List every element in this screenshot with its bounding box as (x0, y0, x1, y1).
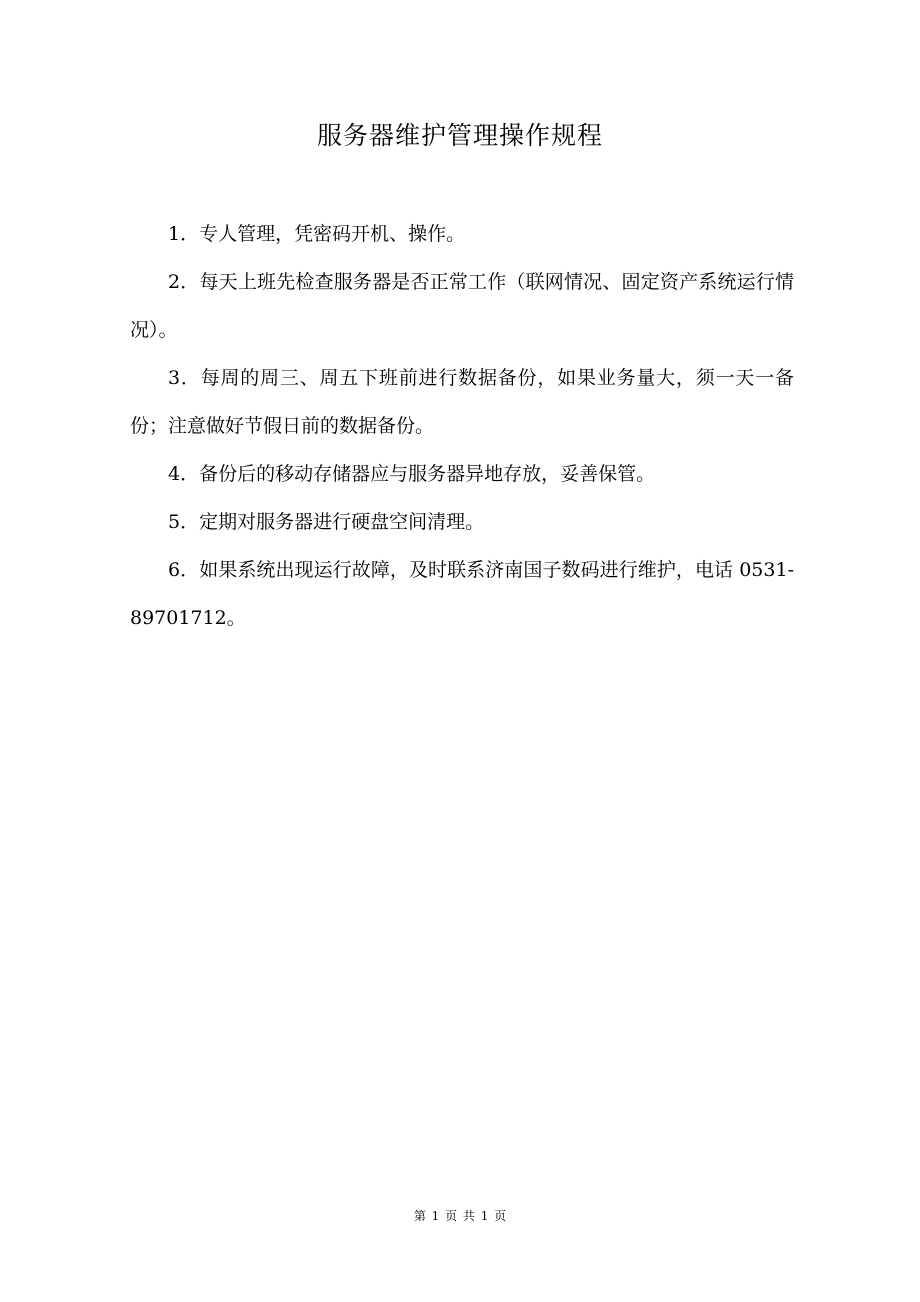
rule-item-3: 3．每周的周三、周五下班前进行数据备份，如果业务量大，须一天一备份；注意做好节假日前的数据备份。 (130, 367, 794, 437)
rule-item-5: 5．定期对服务器进行硬盘空间清理。 (168, 511, 485, 533)
rule-item-2: 2．每天上班先检查服务器是否正常工作（联网情况、固定资产系统运行情况）。 (130, 271, 794, 341)
rule-item-4: 4．备份后的移动存储器应与服务器异地存放，妥善保管。 (168, 463, 656, 485)
rule-item-6: 6．如果系统出现运行故障，及时联系济南国子数码进行维护，电话 0531-89701712。 (130, 559, 794, 629)
rule-item-1: 1．专人管理，凭密码开机、操作。 (168, 223, 466, 245)
page-footer: 第 1 页 共 1 页 (413, 1209, 507, 1223)
page-title: 服务器维护管理操作规程 (316, 121, 603, 150)
document-body (130, 210, 794, 642)
